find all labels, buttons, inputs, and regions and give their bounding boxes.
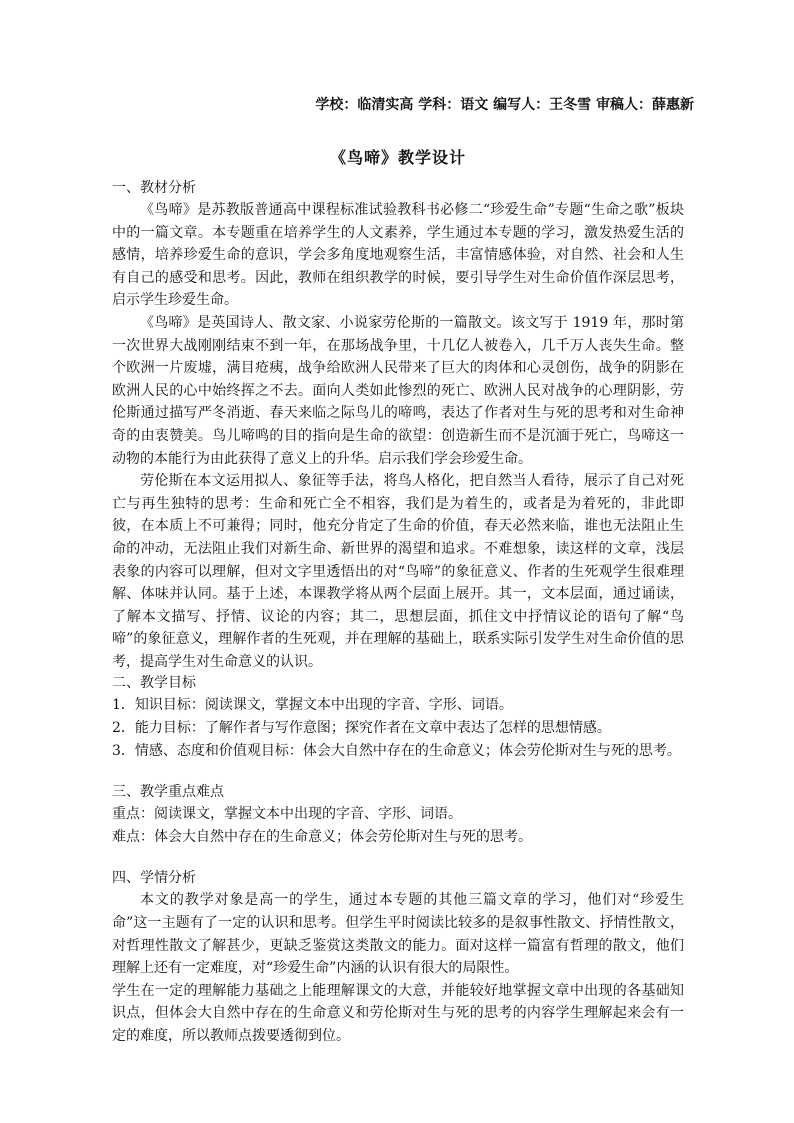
section-heading-key-points: 三、教学重点难点: [112, 784, 224, 801]
list-item: 3．情感、态度和价值观目标：体会大自然中存在的生命意义；体会劳伦斯对生与死的思考。: [112, 742, 681, 759]
spacer: [112, 848, 684, 868]
section-heading-student-analysis: 四、学情分析: [112, 870, 196, 887]
paragraph: 劳伦斯在本文运用拟人、象征等手法，将鸟人格化，把自然当人看待，展示了自己对死亡与再生独特的思考：生命和死亡全不相容，我们是为着生的，或者是为着死的，非此即彼，在本质上不可兼得；同时，他充分肯定了生命的价值，春天必然来临，谁也无法阻止生命的冲动，无法阻止我们对新生命、新世界的渴望和追求。不难想象，读这样的文章，浅层表象的内容可以理解，但对文字里透悟出的对“鸟啼”的象征意义、作者的生死观学生很难理解、体味并认同。基于上述，本课教学将从两个层面上展开。其一，文本层面，通过诵读，了解本文描写、抒情、议论的内容；其二，思想层面，抓住文中抒情议论的语句了解“鸟啼”的象征意义，理解作者的生死观，并在理解的基础上，联系实际引发学生对生命价值的思考，提高学生对生命意义的认识。: [112, 473, 684, 670]
document-title: 《鸟啼》教学设计: [329, 148, 466, 167]
list-item: 1．知识目标：阅读课文，掌握文本中出现的字音、字形、词语。: [112, 697, 513, 714]
list-item: 2．能力目标：了解作者与写作意图；探究作者在文章中表达了怎样的思想情感。: [112, 720, 611, 737]
section-heading-teaching-goals: 二、教学目标: [112, 675, 196, 692]
paragraph: 《鸟啼》是苏教版普通高中课程标准试验教科书必修二“珍爱生命”专题“生命之歌”板块中的一篇文章。本专题重在培养学生的人文素养，学生通过本专题的学习，激发热爱生活的感情，培养珍爱生命的意识，学会多角度地观察生活，丰富情感体验，对自然、社会和人生有自己的感受和思考。因此，教师在组织教学的时候，要引导学生对生命价值作深层思考，启示学生珍爱生命。: [112, 202, 684, 309]
section-heading-textbook-analysis: 一、教材分析: [112, 180, 196, 196]
paragraph: 《鸟啼》是英国诗人、散文家、小说家劳伦斯的一篇散文。该文写于 1919 年，那时第一次世界大战刚刚结束不到一年，在那场战争里，十几亿人被卷入，几千万人丧失生命。整个欧洲一片废墟，满目疮痍，战争给欧洲人民带来了巨大的肉体和心灵创伤，战争的阴影在欧洲人民的心中始终挥之不去。面向人类如此惨烈的死亡、欧洲人民对战争的心理阴影，劳伦斯通过描写严冬消逝、春天来临之际鸟儿的啼鸣，表达了作者对生与死的思考和对生命神奇的由衷赞美。鸟儿啼鸣的目的指向是生命的欲望：创造新生而不是沉湎于死亡，鸟啼这一动物的本能行为由此获得了意义上的升华。启示我们学会珍爱生命。: [112, 314, 684, 467]
list-item: 重点：阅读课文，掌握文本中出现的字音、字形、词语。: [112, 806, 462, 823]
paragraph: 本文的教学对象是高一的学生，通过本专题的其他三篇文章的学习，他们对“珍爱生命”这一主题有了一定的认识和思考。但学生平时阅读比较多的是叙事性散文、抒情性散文，对哲理性散文了解甚少，更缺乏鉴赏这类散文的能力。面对这样一篇富有哲理的散文，他们理解上还有一定难度，对“珍爱生命”内涵的认识有很大的局限性。: [112, 892, 684, 977]
document-page: [112, 95, 694, 1048]
paragraph: 学生在一定的理解能力基础之上能理解课文的大意，并能较好地掌握文章中出现的各基础知识点，但体会大自然中存在的生命意义和劳伦斯对生与死的思考的内容学生理解起来会有一定的难度，所以教师点拨要透彻到位。: [112, 982, 684, 1044]
spacer: [112, 762, 684, 782]
list-item: 难点：体会大自然中存在的生命意义；体会劳伦斯对生与死的思考。: [112, 828, 532, 845]
document-meta: 学校：临清实高 学科：语文 编写人：王冬雪 审稿人：薛惠新: [315, 97, 694, 113]
